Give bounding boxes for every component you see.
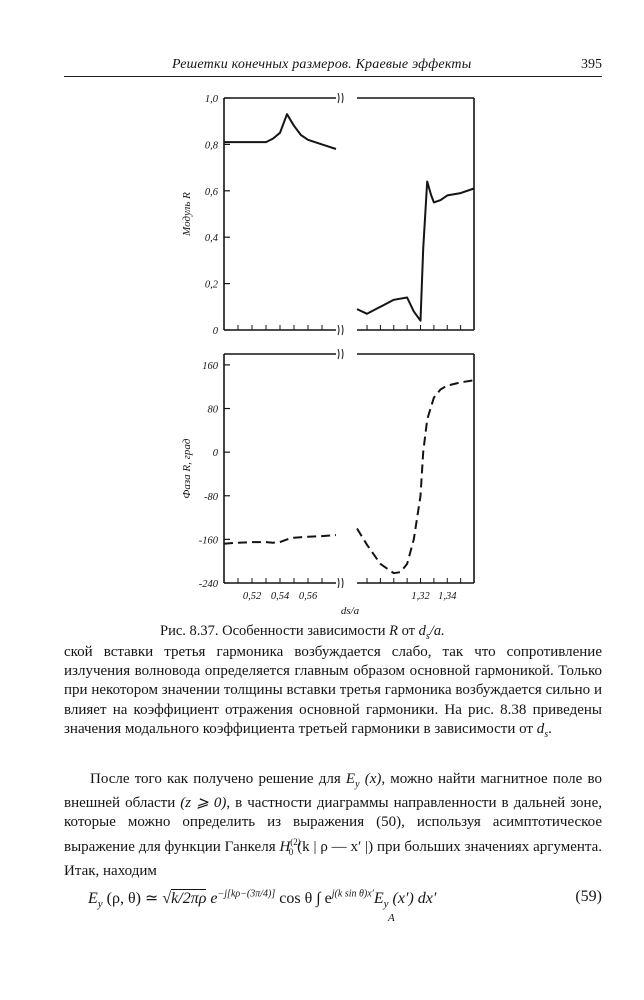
caption-mid: от [401, 623, 416, 639]
running-title: Решетки конечных размеров. Краевые эффекты [172, 57, 472, 72]
p2-H: H [279, 838, 291, 855]
paragraph-2 [64, 770, 602, 881]
y-tick-label: 0 [212, 448, 218, 460]
eq-exp-base: e [206, 890, 218, 907]
figure-caption [160, 623, 445, 642]
p2-H-arg: (k | ρ — x′ |) [297, 838, 374, 855]
y-tick-label: 0,4 [204, 233, 218, 245]
p2-b: , можно найти магнитное поле во внешней области [64, 771, 602, 812]
eq-int-limit: A [388, 912, 395, 924]
p2-z: (z ⩾ 0) [180, 795, 227, 812]
axis-break-mark [338, 325, 343, 335]
paragraph-1 [64, 643, 602, 744]
p2-c: , в частности диаграммы направленности в дальней зоне, которые можно определить из выражения (50), используя асимптотическое выражение для функции Ганкеля [64, 795, 602, 855]
y-tick-label: -240 [198, 579, 218, 590]
p2-a: После того как получено решение для [90, 771, 341, 787]
eq-cos: cos θ ∫ e [275, 890, 332, 907]
eq-tail-end: (x′) dx′ [388, 890, 437, 907]
equation-body [88, 888, 436, 910]
equation-59 [88, 882, 602, 922]
y-tick-label: 0,2 [204, 279, 218, 291]
caption-var2: d [418, 623, 426, 639]
series-line [357, 380, 474, 573]
eq-tail-sub: y [383, 898, 389, 911]
caption-sub: s [425, 630, 430, 642]
page-number: 395 [581, 57, 602, 72]
paragraph-1-text: ской вставки третья гармоника возбуждается слабо, так что сопротивление излучения волновода определяется главным образом основной гармоникой. Только при некотором значении толщины вставки третья гармоника возбуждается сильно и влияет на коэффициент отражения основной гармоники. На рис. 8.38 приведены значения модального коэффициента третьей гармоники в зависимости от [64, 644, 602, 737]
axis-break-mark [338, 578, 343, 588]
x-axis-label: ds/a [340, 605, 360, 617]
axis-break-mark [338, 93, 343, 103]
x-tick-label: 0,54 [270, 591, 290, 602]
y-tick-label: 0,6 [204, 186, 218, 198]
y-tick-label: 160 [202, 360, 218, 372]
series-line [357, 182, 474, 321]
eq-lhs-args: (ρ, θ) ≃ √ [102, 890, 172, 907]
y-tick-label: 80 [207, 404, 218, 416]
y-tick-label: -160 [198, 535, 218, 547]
series-line [224, 114, 336, 149]
y-axis-label: Фаза R, град [181, 438, 193, 499]
equation-number: (59) [575, 888, 602, 905]
series-line [224, 535, 336, 544]
x-tick-label: 0,52 [242, 591, 262, 602]
eq-lhs-sub: y [97, 898, 103, 911]
p1-var: d [536, 720, 545, 737]
y-tick-label: -80 [204, 491, 218, 503]
x-tick-label: 0,56 [298, 591, 318, 602]
p2-y: y [355, 779, 360, 790]
eq-sqrt-arg: k/2πρ [171, 890, 207, 907]
eq-tail: E [373, 890, 384, 907]
y-axis-label: Модуль R [181, 192, 193, 236]
eq-int-sup: j(k sin θ)x′ [331, 888, 374, 900]
p1-sub: s [544, 728, 549, 740]
y-tick-label: 0 [212, 326, 218, 337]
caption-prefix: Рис. 8.37. Особенности зависимости [160, 623, 386, 639]
x-tick-label: 1,34 [438, 591, 457, 602]
p2-d: при больших значениях аргумента. Итак, находим [64, 838, 603, 879]
eq-exp-sup: −j[kρ−(3π/4)] [217, 888, 276, 900]
p2-Ey: E [345, 771, 356, 787]
eq-lhs: E [88, 890, 98, 907]
caption-var: R [389, 623, 398, 639]
p2-x: (x) [364, 771, 382, 787]
axis-break-mark [338, 349, 343, 359]
y-tick-label: 1,0 [204, 94, 218, 105]
caption-tail: /a. [429, 623, 445, 639]
x-tick-label: 1,32 [411, 591, 430, 602]
y-tick-label: 0,8 [204, 140, 218, 152]
p2-H-sup: (2) [290, 836, 301, 847]
p2-H-sub: 0 [288, 846, 294, 857]
p1-end: . [548, 720, 552, 737]
